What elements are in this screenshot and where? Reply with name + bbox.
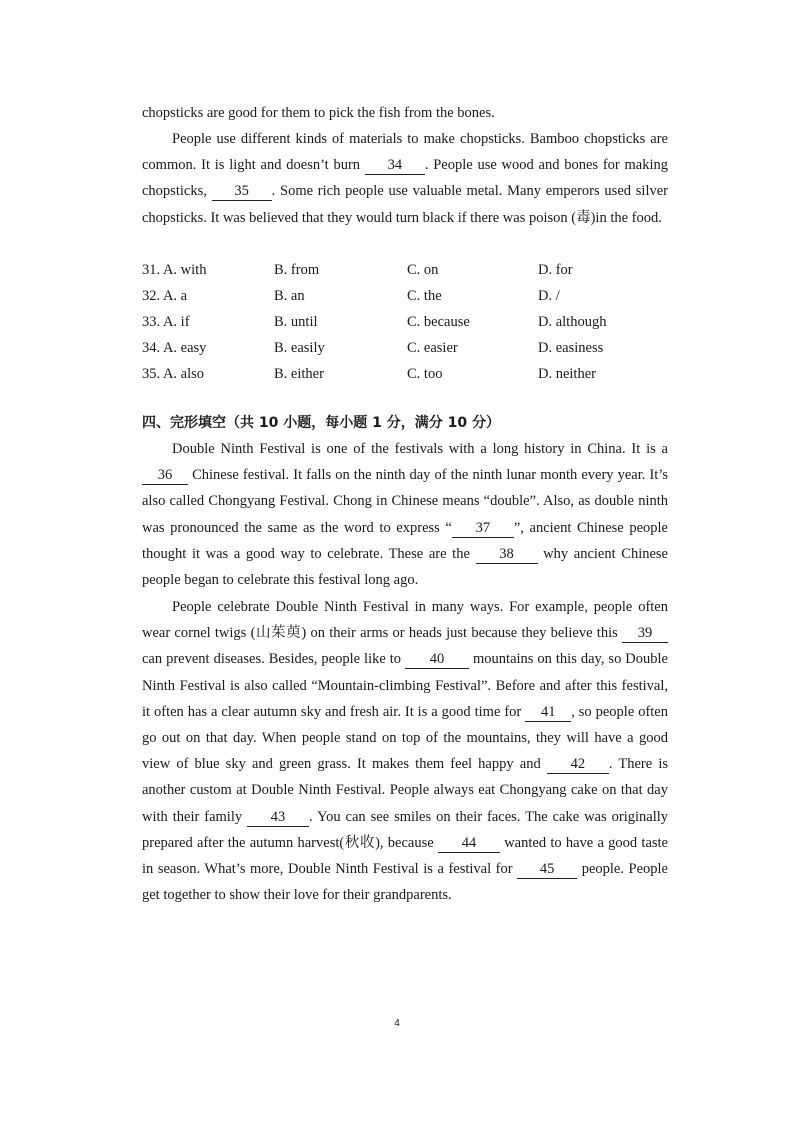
text-segment: . There is another custom at Double Ninth Festival. People always eat Chongyang cake on that day with their family [142,756,668,825]
option-33-b[interactable]: B. until [274,314,318,330]
option-33-a[interactable]: 33. A. if [142,314,190,330]
option-row-31 [142,257,668,283]
blank-35[interactable]: 35 [212,182,272,201]
option-35-d[interactable]: D. neither [538,366,596,382]
option-row-34 [142,335,668,361]
text-segment: why ancient Chinese people began to celebrate this festival long ago. [142,545,668,589]
text-segment: mountains on this day, so Double Ninth Festival is also called “Mountain-climbing Festival”. Before and after this festival, it often has a clear autumn sky and fresh air. It is a good time for [142,651,668,720]
paragraph-chopsticks-end [142,100,668,126]
text-segment: chopsticks are good for them to pick the fish from the bones. [142,105,495,121]
text-segment: ”, ancient Chinese people thought it was a good way to celebrate. These are the [142,519,668,562]
paragraph-chopstick-materials [142,126,668,231]
option-35-a[interactable]: 35. A. also [142,366,205,382]
text-segment: . Some rich people use valuable metal. Many emperors used silver chopsticks. It was believed that they would turn black if there was poison (毒)in the food. [142,183,668,226]
option-33-d[interactable]: D. although [538,314,607,330]
paragraph-double-ninth-intro [142,436,668,593]
text-segment: Double Ninth Festival is one of the festivals with a long history in China. It is a [172,441,668,457]
blank-34[interactable]: 34 [365,156,425,175]
page-number: 4 [394,1018,400,1029]
option-32-c[interactable]: C. the [407,288,442,304]
paragraph-double-ninth-customs [142,594,668,908]
option-32-a[interactable]: 32. A. a [142,288,188,304]
option-31-d[interactable]: D. for [538,262,573,278]
blank-45[interactable]: 45 [517,860,577,879]
blank-40[interactable]: 40 [405,650,469,669]
blank-42[interactable]: 42 [547,755,609,774]
blank-38[interactable]: 38 [476,545,538,564]
option-34-a[interactable]: 34. A. easy [142,340,207,356]
text-segment: wanted to have a good taste in season. What’s more, Double Ninth Festival is a festival for [142,834,668,878]
text-segment: . You can see smiles on their faces. The cake was originally prepared after the autumn harvest(秋收), because [142,808,669,851]
blank-39[interactable]: 39 [622,624,668,643]
section-heading: 四、完形填空（共 10 小题，每小题 1 分，满分 10 分） [142,415,500,431]
text-segment: can prevent diseases. Besides, people like to [142,651,406,668]
option-row-33 [142,309,668,335]
option-35-b[interactable]: B. either [274,366,324,382]
text-segment: People celebrate Double Ninth Festival in many ways. For example, people often wear cornel twigs (山茱萸) on their arms or heads just because they believe this [142,599,668,642]
blank-37[interactable]: 37 [452,519,514,538]
option-32-d[interactable]: D. / [538,288,560,304]
option-34-b[interactable]: B. easily [274,340,325,356]
option-row-32 [142,283,668,309]
text-segment: Chinese festival. It falls on the ninth day of the ninth lunar month every year. It’s also called Chongyang Festival. Chong in Chinese means “double”. Also, as double ninth was pronounced the same as the word to express “ [142,467,668,536]
blank-41[interactable]: 41 [525,703,571,722]
option-33-c[interactable]: C. because [407,314,470,330]
blank-43[interactable]: 43 [247,808,309,827]
blank-44[interactable]: 44 [438,834,500,853]
option-35-c[interactable]: C. too [407,366,443,382]
text-segment: , so people often go out on that day. When people stand on top of the mountains, they will have a good view of blue sky and green grass. It makes them feel happy and [142,703,668,773]
text-segment: people. People get together to show their love for their grandparents. [142,861,668,904]
option-34-c[interactable]: C. easier [407,340,458,356]
text-segment: People use different kinds of materials to make chopsticks. Bamboo chopsticks are common. It is light and doesn’t burn [142,131,668,174]
option-31-c[interactable]: C. on [407,262,439,278]
answer-options-31-35 [142,257,668,387]
option-row-35 [142,361,668,387]
option-34-d[interactable]: D. easiness [538,340,604,356]
text-segment: . People use wood and bones for making chopsticks, [142,157,668,200]
option-32-b[interactable]: B. an [274,288,305,304]
option-31-b[interactable]: B. from [274,262,320,278]
blank-36[interactable]: 36 [142,466,188,485]
option-31-a[interactable]: 31. A. with [142,262,207,278]
